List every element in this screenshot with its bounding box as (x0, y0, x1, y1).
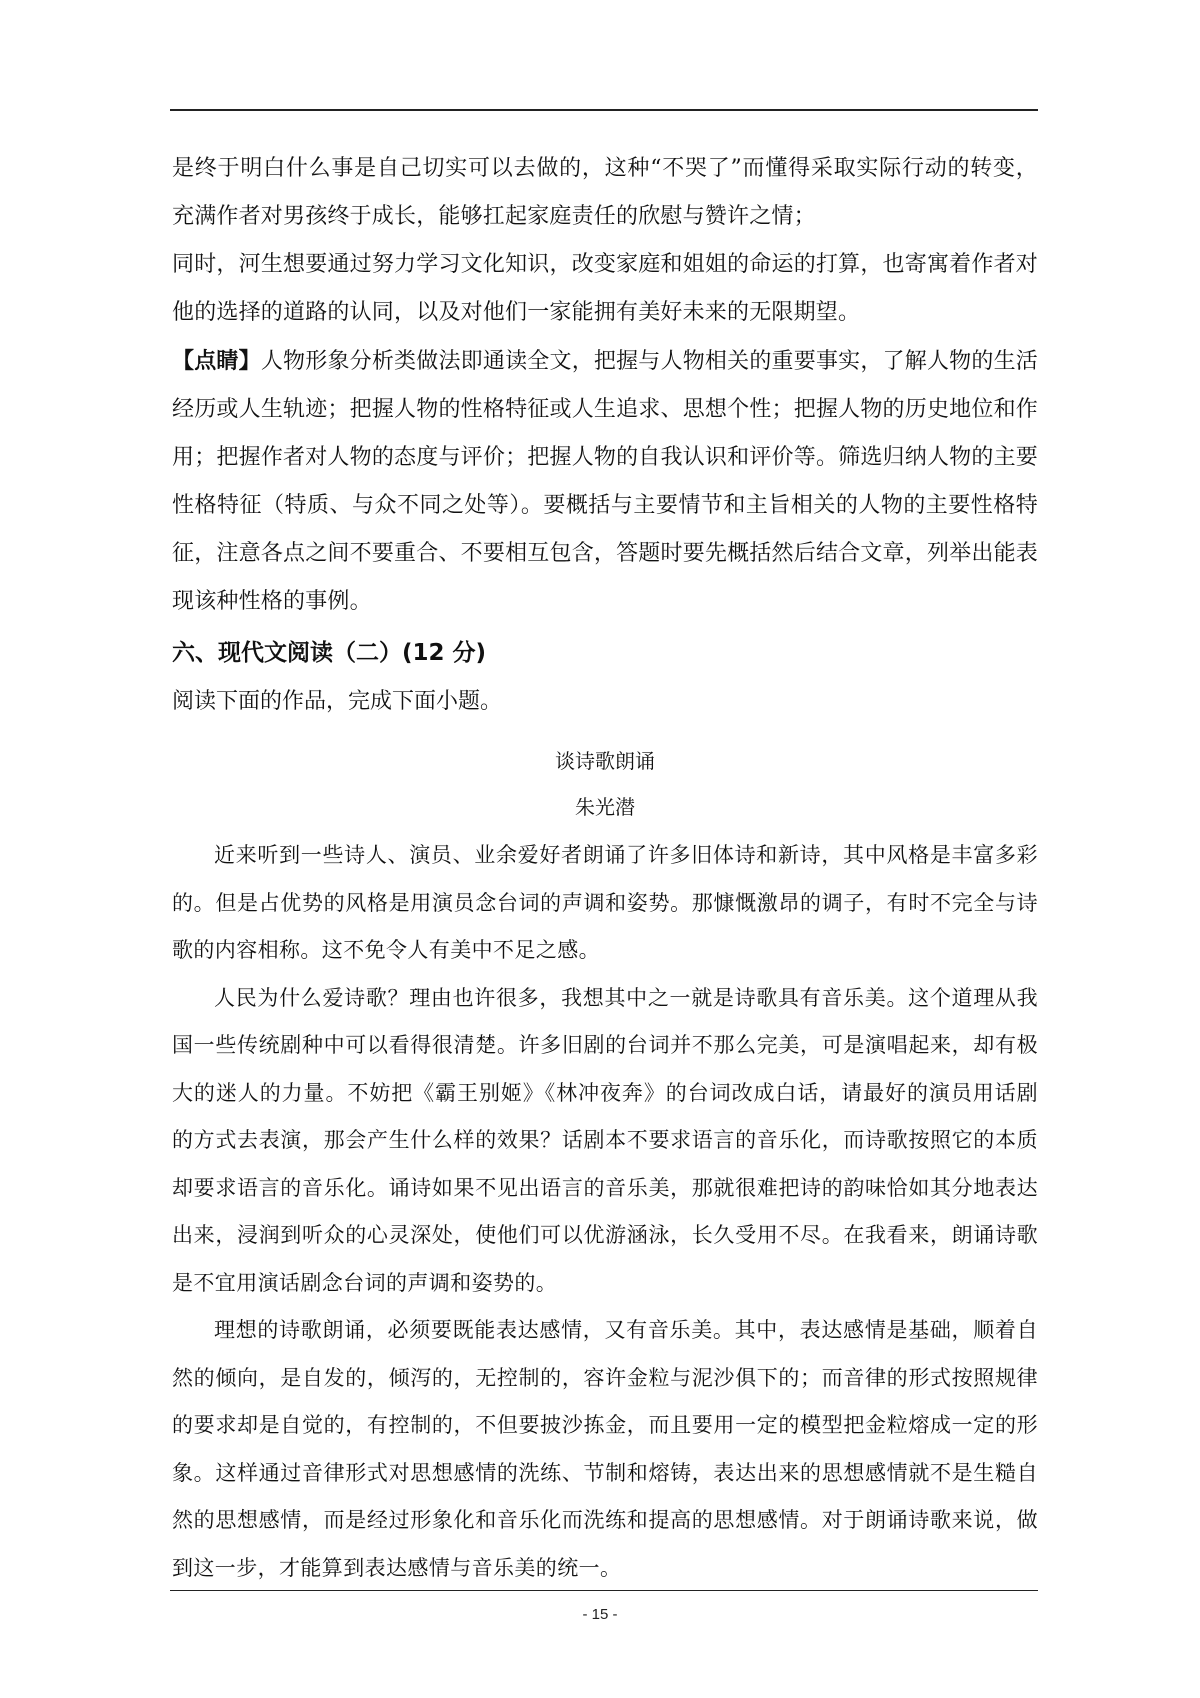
section-heading: 六、现代文阅读（二）(12 分) (172, 640, 487, 666)
article-paragraph-2: 人民为什么爱诗歌？理由也许很多，我想其中之一就是诗歌具有音乐美。这个道理从我国一些传统剧种中可以看得很清楚。许多旧剧的台词并不那么完美，可是演唱起来，却有极大的迷人的力量。不妨把《霸王别姬》《林冲夜奔》的台词改成白话，请最好的演员用话剧的方式去表演，那会产生什么样的效果？话剧本不要求语言的音乐化，而诗歌按照它的本质却要求语言的音乐化。诵诗如果不见出语言的音乐美，那就很难把诗的韵味恰如其分地表达出来，浸润到听众的心灵深处，使他们可以优游涵泳，长久受用不尽。在我看来，朗诵诗歌是不宜用演话剧念台词的声调和姿势的。 (172, 985, 1038, 1295)
analysis-paragraph-2: 同时，河生想要通过努力学习文化知识，改变家庭和姐姐的命运的打算，也寄寓着作者对他的选择的道路的认同，以及对他们一家能拥有美好未来的无限期望。 (172, 252, 1038, 325)
page-number: - 15 - (582, 1606, 618, 1623)
header-rule (170, 109, 1038, 111)
footer-rule (170, 1590, 1038, 1591)
section-instruction: 阅读下面的作品，完成下面小题。 (172, 689, 503, 714)
article-title: 谈诗歌朗诵 (555, 749, 655, 773)
tip-text: 人物形象分析类做法即通读全文，把握与人物相关的重要事实，了解人物的生活经历或人生轨迹；把握人物的性格特征或人生追求、思想个性；把握人物的历史地位和作用；把握作者对人物的态度与评价；把握人物的自我认识和评价等。筛选归纳人物的主要性格特征（特质、与众不同之处等）。要概括与主要情节和主旨相关的人物的主要性格特征，注意各点之间不要重合、不要相互包含，答题时要先概括然后结合文章，列举出能表现该种性格的事例。 (172, 349, 1038, 614)
page-content (172, 145, 1038, 1592)
tip-label: 【点睛】 (172, 348, 261, 374)
tip-paragraph (172, 337, 1038, 626)
article-author: 朱光潜 (575, 795, 635, 819)
analysis-paragraph-1: 是终于明白什么事是自己切实可以去做的，这种“不哭了”而懂得采取实际行动的转变，充满作者对男孩终于成长，能够扛起家庭责任的欣慰与赞许之情； (172, 156, 1038, 229)
article-paragraph-1: 近来听到一些诗人、演员、业余爱好者朗诵了许多旧体诗和新诗，其中风格是丰富多彩的。但是占优势的风格是用演员念台词的声调和姿势。那慷慨激昂的调子，有时不完全与诗歌的内容相称。这不免令人有美中不足之感。 (172, 843, 1038, 962)
article-paragraph-3: 理想的诗歌朗诵，必须要既能表达感情，又有音乐美。其中，表达感情是基础，顺着自然的倾向，是自发的，倾泻的，无控制的，容许金粒与泥沙俱下的；而音律的形式按照规律的要求却是自觉的，有控制的，不但要披沙拣金，而且要用一定的模型把金粒熔成一定的形象。这样通过音律形式对思想感情的洗练、节制和熔铸，表达出来的思想感情就不是生糙自然的思想感情，而是经过形象化和音乐化而洗练和提高的思想感情。对于朗诵诗歌来说，做到这一步，才能算到表达感情与音乐美的统一。 (172, 1318, 1038, 1580)
